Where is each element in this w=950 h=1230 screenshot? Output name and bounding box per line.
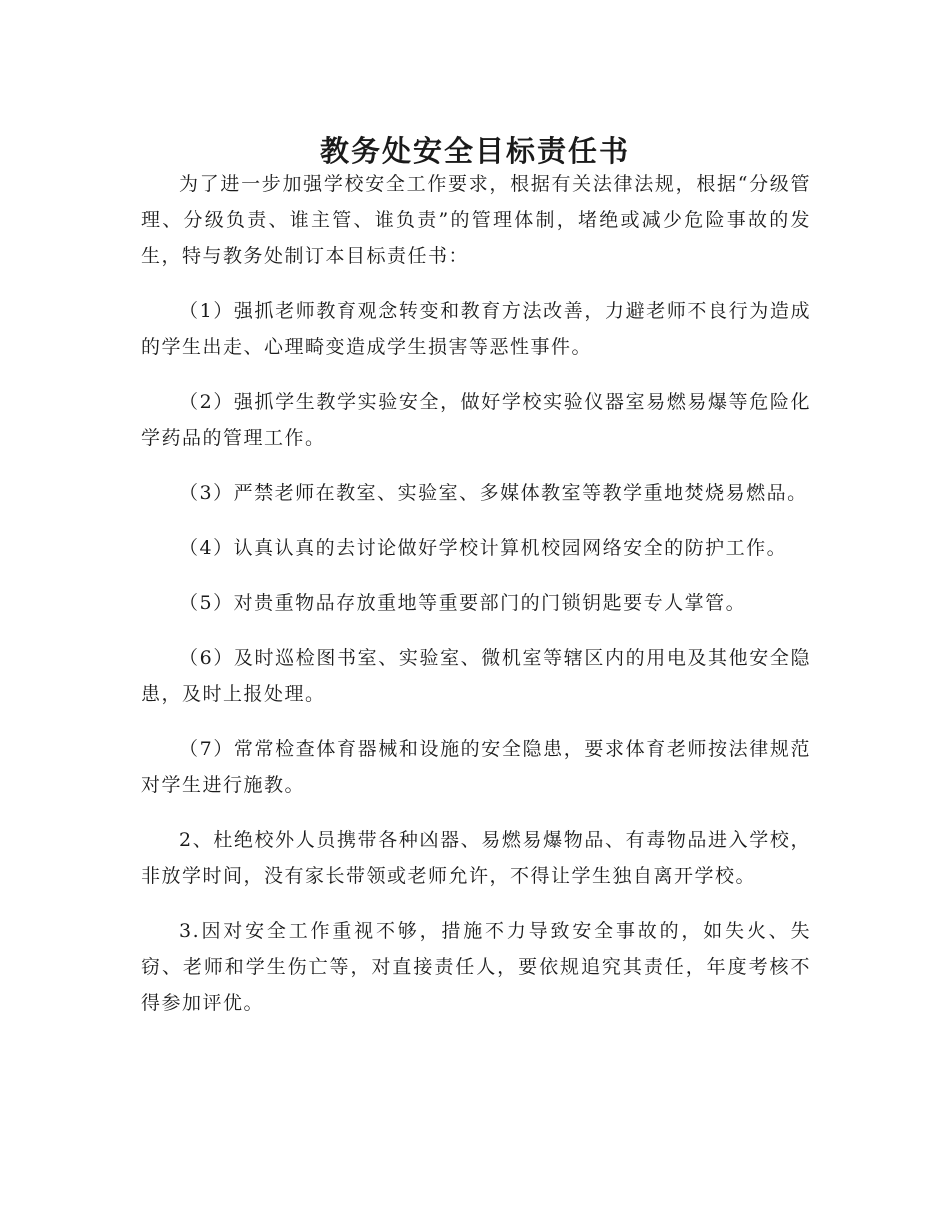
- paragraph-section-3: 3.因对安全工作重视不够，措施不力导致安全事故的，如失火、失窃、老师和学生伤亡等，对直接责任人，要依规追究其责任，年度考核不得参加评优。: [141, 920, 811, 1014]
- paragraph-intro: 为了进一步加强学校安全工作要求，根据有关法律法规，根据“分级管理、分级负责、谁主管、谁负责”的管理体制，堵绝或减少危险事故的发生，特与教务处制订本目标责任书：: [141, 173, 811, 267]
- paragraph-item-3: （3）严禁老师在教室、实验室、多媒体教室等教学重地焚烧易燃品。: [179, 482, 808, 504]
- paragraph-item-7: （7）常常检查体育器械和设施的安全隐患，要求体育老师按法律规范对学生进行施教。: [141, 738, 811, 796]
- document-body: [141, 166, 811, 1040]
- document-title: 教务处安全目标责任书: [319, 134, 630, 169]
- paragraph-item-5: （5）对贵重物品存放重地等重要部门的门锁钥匙要专人掌管。: [179, 592, 747, 614]
- paragraph-item-2: （2）强抓学生教学实验安全，做好学校实验仪器室易燃易爆等危险化学药品的管理工作。: [141, 391, 811, 449]
- paragraph-section-2: 2、杜绝校外人员携带各种凶器、易燃易爆物品、有毒物品进入学校，非放学时间，没有家长带领或老师允许，不得让学生独自离开学校。: [141, 829, 811, 887]
- paragraph-item-4: （4）认真认真的去讨论做好学校计算机校园网络安全的防护工作。: [179, 537, 788, 559]
- paragraph-item-6: （6）及时巡检图书室、实验室、微机室等辖区内的用电及其他安全隐患，及时上报处理。: [141, 647, 811, 705]
- paragraph-item-1: （1）强抓老师教育观念转变和教育方法改善，力避老师不良行为造成的学生出走、心理畸变造成学生损害等恶性事件。: [141, 300, 811, 358]
